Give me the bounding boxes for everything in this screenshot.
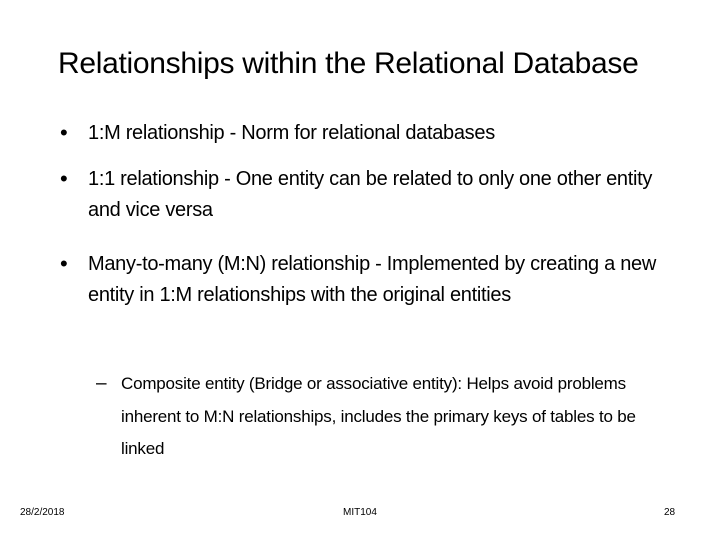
footer-course: MIT104: [343, 507, 377, 518]
bullet-marker: •: [60, 120, 68, 145]
footer-page-number: 28: [664, 507, 676, 518]
slide-title: Relationships within the Relational Database: [58, 47, 639, 80]
footer-date: 28/2/2018: [20, 507, 65, 518]
bullet-marker: •: [60, 166, 68, 191]
bullet-text: 1:1 relationship - One entity can be related to only one other entity and vice versa: [88, 168, 653, 221]
bullet-text: 1:M relationship - Norm for relational databases: [88, 122, 495, 144]
sub-bullet-marker: –: [96, 373, 107, 394]
bullet-marker: •: [60, 251, 68, 276]
bullet-text: Many-to-many (M:N) relationship - Implemented by creating a new entity in 1:M relationships with the original entities: [88, 253, 656, 306]
sub-bullet-text: Composite entity (Bridge or associative entity): Helps avoid problems inherent to M:N relationships, includes the primary keys of tables to be linked: [121, 374, 636, 458]
